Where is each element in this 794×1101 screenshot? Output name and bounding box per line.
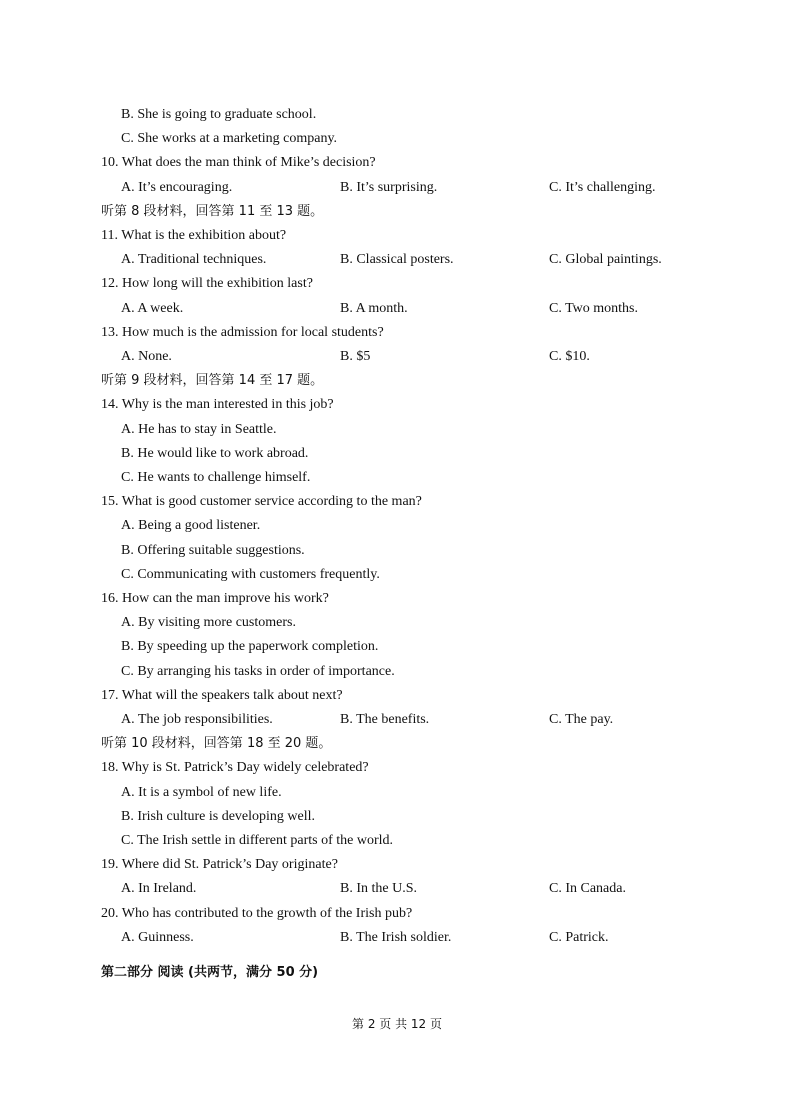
question: 16. How can the man improve his work?: [101, 591, 329, 606]
question: 20. Who has contributed to the growth of the Irish pub?: [101, 906, 413, 921]
option: C. The Irish settle in different parts of the world.: [121, 833, 394, 848]
option: C. She works at a marketing company.: [121, 131, 338, 146]
option: A. He has to stay in Seattle.: [121, 422, 277, 437]
option-c: C. Global paintings.: [549, 252, 662, 267]
option-b: B. The benefits.: [340, 712, 430, 727]
option-a: A. It’s encouraging.: [121, 180, 233, 195]
option-c: C. Patrick.: [549, 930, 609, 945]
option: A. It is a symbol of new life.: [121, 785, 282, 800]
part-heading: 第二部分 阅读 (共两节，满分 50 分): [101, 965, 319, 980]
question: 11. What is the exhibition about?: [101, 228, 287, 243]
option-a: A. The job responsibilities.: [121, 712, 273, 727]
option: C. Communicating with customers frequently.: [121, 567, 380, 582]
option-b: B. It’s surprising.: [340, 180, 438, 195]
option: B. He would like to work abroad.: [121, 446, 309, 461]
question: 12. How long will the exhibition last?: [101, 276, 313, 291]
option-c: C. The pay.: [549, 712, 614, 727]
option-a: A. Guinness.: [121, 930, 194, 945]
option-b: B. A month.: [340, 301, 408, 316]
section-instruction: 听第 10 段材料，回答第 18 至 20 题。: [101, 736, 332, 751]
question: 14. Why is the man interested in this job?: [101, 397, 334, 412]
option-b: B. The Irish soldier.: [340, 930, 452, 945]
option-a: A. In Ireland.: [121, 881, 197, 896]
option: B. By speeding up the paperwork completion.: [121, 639, 379, 654]
option-a: A. Traditional techniques.: [121, 252, 267, 267]
option: C. He wants to challenge himself.: [121, 470, 311, 485]
section-instruction: 听第 8 段材料，回答第 11 至 13 题。: [101, 204, 324, 219]
option: A. Being a good listener.: [121, 518, 261, 533]
question: 18. Why is St. Patrick’s Day widely celebrated?: [101, 760, 369, 775]
section-instruction: 听第 9 段材料，回答第 14 至 17 题。: [101, 373, 324, 388]
option-b: B. In the U.S.: [340, 881, 417, 896]
option: B. She is going to graduate school.: [121, 107, 317, 122]
option: B. Irish culture is developing well.: [121, 809, 316, 824]
question: 15. What is good customer service according to the man?: [101, 494, 422, 509]
option: A. By visiting more customers.: [121, 615, 296, 630]
option-a: A. A week.: [121, 301, 184, 316]
option-c: C. It’s challenging.: [549, 180, 656, 195]
question: 17. What will the speakers talk about next?: [101, 688, 343, 703]
option-b: B. Classical posters.: [340, 252, 454, 267]
question: 10. What does the man think of Mike’s decision?: [101, 155, 376, 170]
page-footer: 第 2 页 共 12 页: [352, 1017, 442, 1031]
question: 19. Where did St. Patrick’s Day originate?: [101, 857, 338, 872]
option-a: A. None.: [121, 349, 172, 364]
option-c: C. $10.: [549, 349, 590, 364]
option: C. By arranging his tasks in order of importance.: [121, 664, 395, 679]
option-c: C. Two months.: [549, 301, 638, 316]
option-c: C. In Canada.: [549, 881, 626, 896]
option-b: B. $5: [340, 349, 371, 364]
option: B. Offering suitable suggestions.: [121, 543, 305, 558]
question: 13. How much is the admission for local students?: [101, 325, 384, 340]
